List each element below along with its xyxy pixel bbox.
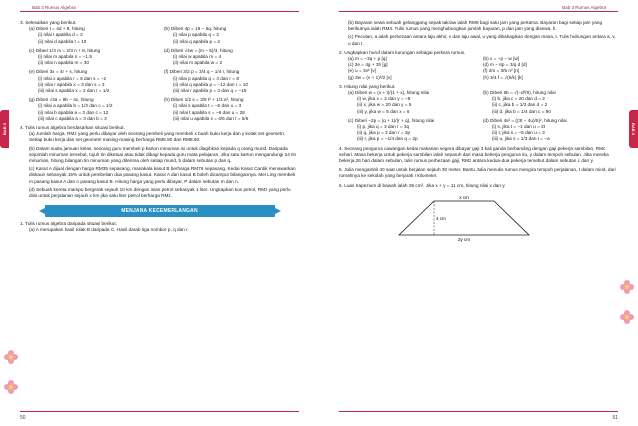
q3-d — [483, 118, 618, 143]
sub-item: (i) nilai s apabila t = −5 dan u = 3 — [173, 103, 242, 109]
q3-row-ab — [339, 90, 618, 115]
part-head: (a) Diberi w = (x + t)/(1 + x), hitung nilai — [348, 90, 430, 96]
trapezium-diagram — [389, 193, 539, 243]
chapter-tab: BAB 3 — [0, 110, 9, 148]
q2-h: (h) 3/4 f = √(5/k) [k] — [483, 74, 523, 80]
mk-question-1 — [20, 221, 299, 233]
sub-item: (ii) nilai q apabila p = −12 dan r = 10 — [173, 81, 248, 87]
part-head: (c) Diberi 1/3 m = 2/3 n + 8, hitung — [29, 47, 101, 53]
q3-row-ef — [20, 69, 299, 94]
q1-continued — [339, 20, 618, 47]
header-rule — [20, 11, 299, 12]
footer-rule — [339, 411, 618, 412]
q2-c: (c) 2e = 4g + 3h [g] — [348, 62, 388, 68]
right-content — [339, 20, 618, 248]
q3-e — [29, 69, 164, 94]
part-head: (d) Diberi √4w = (m − 5)/3, hitung — [164, 47, 233, 53]
sub-item: (ii) nilai m apabila w = 2 — [173, 60, 223, 66]
footer-rule — [20, 411, 299, 412]
flower-icon — [620, 310, 634, 324]
top-side-label: x cm — [459, 194, 469, 200]
chapter-title: Bab 3 Rumus Algebra — [32, 5, 76, 10]
q3-b — [164, 26, 299, 45]
part-head: (a) Diberi t = 4d + 8, hitung — [29, 26, 85, 32]
section-banner: MENJANA KECEMERLANGAN — [45, 205, 275, 217]
q3-g — [29, 97, 164, 122]
page-number: 50 — [20, 415, 26, 421]
sub-item: (iii) u, jika s = 1/3 dan t = −a — [492, 136, 550, 142]
question-5: 5. Julia mengambil 40 saat untuk berjalan sejauh 30 meter. Bantu Julia menulis rumus mengira tempoh perjalanan, t dalam minit, dari rumahnya ke sekolah yang berjarak r kilometer. — [339, 167, 616, 179]
q2-e: (e) u = 3v² [v] — [348, 68, 376, 74]
part-head: (h) Diberi 1/2 s = 3/5 t² + 1/3 u², hitung — [164, 97, 244, 103]
part-head: (e) Diberi 3x = 4r + s, hitung — [29, 69, 88, 75]
q2-a: (a) m = −3q + p [q] — [348, 56, 387, 62]
sub-item: (iii) nilai r apabila p = 3 dan q = −15 — [173, 88, 247, 94]
q3-row-ab — [20, 26, 299, 45]
sub-item: (i) nilai p apabila q = 2 — [173, 32, 219, 38]
sub-item: (ii) nilai d apabila t = 10 — [38, 38, 87, 44]
sub-item: (ii) nilai n apabila m = 30 — [38, 60, 89, 66]
sub-item: (iii) d, jika b = 1/4 dan c = 90 — [492, 108, 551, 114]
question-title: 2. Ungkapkan huruf dalam kurungan sebagai perkara rumus. — [339, 49, 466, 55]
sub-item: (iii) nilai s apabila x = 2 dan r = 1/2 — [38, 88, 110, 94]
q4-d: (d) Sebuah kereta mampu bergerak sejauh 10 km dengan isian petrol sebanyak 1 liter. Ungkapkan kos petrol, RMz yang perlu diisi untuk perjalanan sejauh x km jika satu liter petrol berharga RMz. — [29, 186, 291, 199]
sub-item: (ii) nilai t apabila s = −6 dan u = 28 — [173, 109, 245, 115]
sub-item: (ii) x, jika w = 20 dan y = 5 — [357, 102, 412, 108]
q3-c — [29, 48, 164, 67]
q3-row-cd — [339, 118, 618, 143]
q2-b: (b) x = −p − w [w] — [483, 56, 520, 62]
bottom-side-label: 2y cm — [457, 236, 471, 242]
sub-item: (ii) nilai q apabila p = 2 — [173, 38, 221, 44]
question-title: 4. Tulis rumus algebra berdasarkan situasi berikut. — [20, 125, 125, 131]
part-head: (g) Diberi √3a = 9b − 4c, hitung — [29, 97, 94, 103]
question-6 — [339, 183, 618, 245]
sub-item: (i) w, jika x = 2 dan y = −8 — [357, 96, 411, 102]
question-2 — [339, 50, 618, 81]
chapter-title: Bab 3 Rumus Algebra — [562, 5, 606, 10]
question-3 — [20, 20, 299, 122]
sub-item: (i) nilai m apabila n = −1.5 — [38, 54, 92, 60]
sub-item: (ii) t, jika s = −5 dan u = 3 — [492, 130, 545, 136]
sub-item: (i) p, jika q = 3 dan r = 3q — [357, 124, 410, 130]
q3-c — [348, 118, 483, 143]
q4-b: (b) Dalam suatu jamuan kelas, seorang guru membeli p karton minuman isi untuk diagihkan kepada q orang murid. Daripada sejumlah minuman tersebut, tujuh tin diketuai atau tidak dibagi kepada guru mata pelajaran. Jika satu karton mengandungi 24 tin minuman, hitung bilangan tin minuman yang diterima oleh setiap murid, b dalam sebutan p dan q. — [29, 145, 297, 164]
part-head: (f) Diberi 3/2 p = 3/4 q − 1/4 r, hitung — [164, 69, 240, 75]
page-number: 51 — [612, 415, 618, 421]
q1-c: (c) Pecutan, a ialah perbezaan antara laju akhir, v dan laju awal, u yang dibahagikan dengan masa, t. Tulis hubungan antara a, v, u dan t. — [348, 34, 616, 46]
q3-d — [164, 48, 299, 67]
sub-item: (i) nilai w apabila m = 4 — [173, 54, 222, 60]
chapter-tab: BAB 3 — [629, 110, 638, 148]
sub-item: (iii) y, jika w = 5 dan x = 6 — [357, 108, 410, 114]
sub-item: (iii) nilai u apabila s = 4/6 dan t = 5/6 — [173, 115, 249, 121]
sub-item: (i) nilai p apabila q = 3 dan r = 8 — [173, 75, 239, 81]
trapezium-shape — [399, 201, 529, 235]
q2-g: (g) 3w = (v + 1)²/2 [v] — [348, 74, 392, 80]
q4-a: (a) Jumlah harga, RMz yang perlu dibayar oleh seorang pembeli yang membeli x buah buku kerja dan y kotak set geometri. Setiap buku kerja dan set geometri masing-masing berharga RM5.90 dan RM8.60. — [29, 131, 286, 143]
sub-item: (ii) q, jika p = 3 dan r = 2p — [357, 130, 411, 136]
q3-h — [164, 97, 299, 122]
sub-item: (i) s, jika t = −1 dan u = 2t — [492, 124, 546, 130]
sub-item: (i) nilai x apabila r = 5 dan s = −2 — [38, 75, 107, 81]
q3-row-cd — [20, 48, 299, 67]
page-footer — [0, 404, 319, 426]
part-head: (d) Diberi 4s² = ((3t − 4u)/5)², hitung nilai — [483, 117, 567, 123]
height-label: 4 cm — [436, 215, 446, 221]
question-3 — [339, 84, 618, 143]
q1-b: (b) Bayaran sewa sebuah gelanggang sepak takraw ialah RM9 bagi satu jam yang pertama. Bayaran bagi setiap jam yang berikutnya ialah RM3. Tulis rumus yang menghubungkan jumlah bayaran, p dan jam yang disewa, h. — [348, 20, 603, 32]
sub-item: (iii) nilai c apabila a = 3 dan b = 3 — [38, 115, 107, 121]
right-page — [319, 0, 638, 426]
q3-a — [348, 90, 483, 115]
sub-item: (i) nilai t apabila d = 2 — [38, 32, 83, 38]
question-text: 6. Luas trapezium di bawah ialah 36 cm². Jika x + y = 11 cm, hitung nilai x dan y. — [339, 182, 506, 188]
q3-row-gh — [20, 97, 299, 122]
left-content — [20, 20, 299, 237]
header-rule — [339, 11, 618, 12]
question-4: 4. Seorang pengurus cawangan kedai makanan segera dibayar gaji 3 kali ganda berbanding dengan gaji pekerja sambilan, RMc sehari. Masa bekerja untuk pekerja sambilan ialah separuh dari masa bekerja pengurus itu, y dalam tempoh sebulan. Jika mereka bekerja 26 hari dalam sebulan, tulis rumus perbezaan gaji, RMz antara kedua-dua pekerja tersebut dalam sebutan c dan y. — [339, 145, 609, 164]
q1-a: (a) A merupakan hasil tolak B daripada C. Hasil darab tiga nombor p, q dan r. — [29, 227, 189, 233]
q3-b — [483, 90, 618, 115]
q2-d: (d) m − 6p = 3/q d [d] — [483, 62, 527, 68]
flower-icon — [620, 280, 634, 294]
part-head: (c) Diberi −2p = (q + 1)/(r + q), hitung nilai — [348, 117, 435, 123]
flower-icon — [4, 380, 18, 394]
sub-item: (ii) nilai r apabila x = 3 dan s = 3 — [38, 81, 105, 87]
q4-c: (c) Kasut A dijual dengan harga RM35 sepasang, manakala kasut B berharga RM76 sepasang. Kedai Kasut Cantik menawarkan diskaun sebanyak 15% untuk pembelian dua pasang kasut. Kasut A dan kasut B boleh dicampur bilangannya. Mei Ling membeli m pasang kasut A dan n pasang kasut B. Hitung harga yang perlu dibayar, P dalam sebutan m dan n. — [29, 166, 296, 184]
page-footer — [319, 404, 638, 426]
sub-item: (i) b, jika c = 20 dan d = 2 — [492, 96, 545, 102]
question-title: 3. Selesaikan yang berikut. — [20, 20, 77, 25]
sub-item: (ii) nilai b apabila a = 3 dan c = 12 — [38, 109, 109, 115]
question-4 — [20, 125, 299, 199]
q3-a — [29, 26, 164, 45]
part-head: (b) Diberi 4p = 18 − 5q, hitung — [164, 26, 227, 32]
q2-f: (f) 2m = 3/5 n² [n] — [483, 68, 520, 74]
q2-row-4 — [339, 75, 618, 81]
q3-f — [164, 69, 299, 94]
sub-item: (i) nilai a apabila b = 1/3 dan c = 1/2 — [38, 103, 113, 109]
flower-icon — [4, 350, 18, 364]
sub-item: (iii) r, jika p = −1/4 dan q = 2p — [357, 136, 418, 142]
question-title: 3. Hitung nilai yang berikut. — [339, 83, 396, 89]
part-head: (b) Diberi 6b = √(−d²/9), hitung nilai — [483, 90, 556, 96]
sub-item: (ii) c, jika b = 1/3 dan d = 2 — [492, 102, 548, 108]
question-title: 1. Tulis rumus algebra daripada situasi berikut. — [20, 221, 117, 227]
